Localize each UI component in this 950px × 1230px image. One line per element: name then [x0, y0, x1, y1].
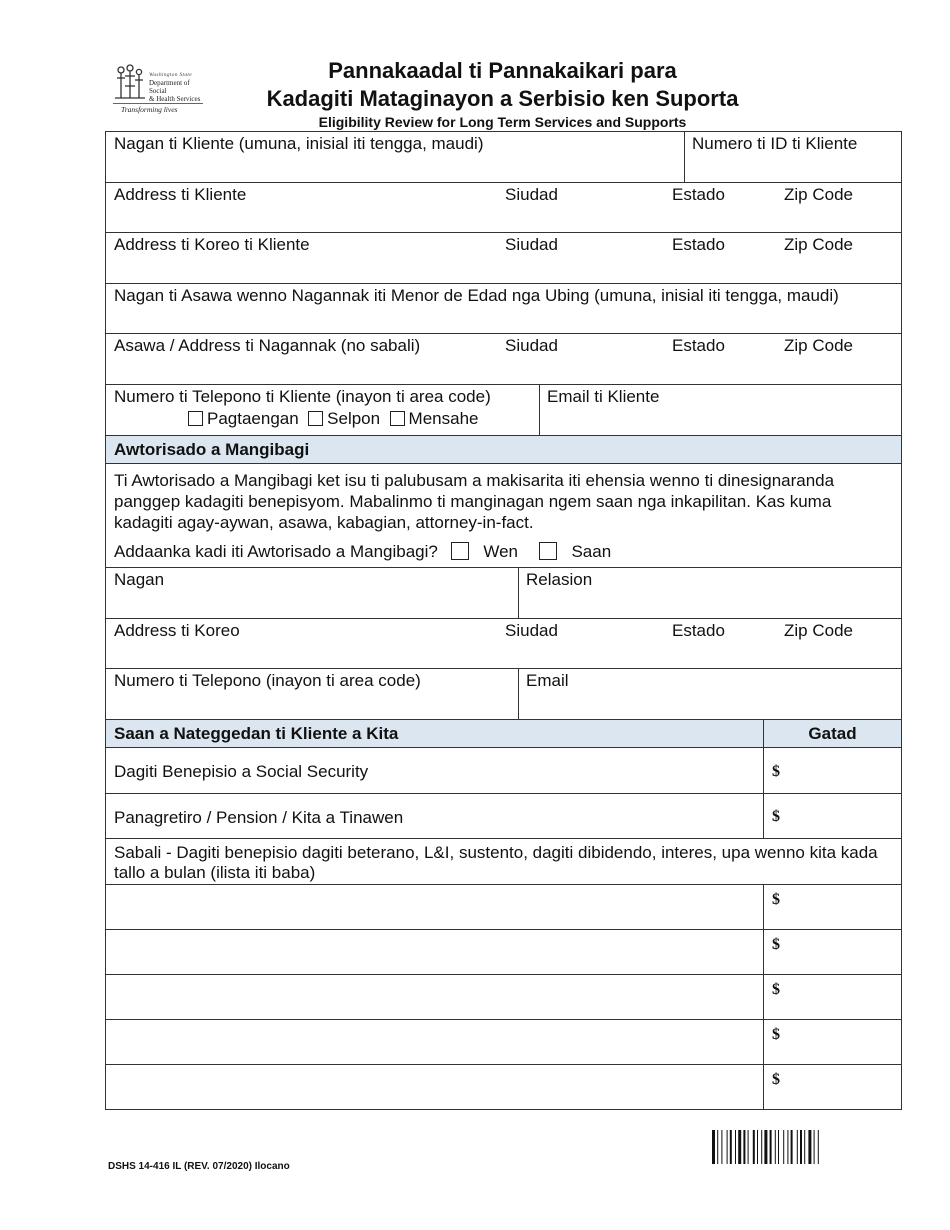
- other-income-amount-field[interactable]: [763, 975, 901, 1019]
- currency-symbol: $: [772, 1071, 780, 1088]
- representative-question: [114, 542, 611, 562]
- currency-symbol: $: [772, 808, 780, 825]
- eligibility-form: [105, 131, 902, 1110]
- social-security-amount-field[interactable]: [763, 748, 901, 793]
- currency-symbol: $: [772, 891, 780, 908]
- other-income-amount-field[interactable]: [763, 1065, 901, 1109]
- pension-amount-field[interactable]: [763, 794, 901, 838]
- client-email-label: Email ti Kliente: [547, 387, 660, 406]
- no-label: Saan: [571, 542, 612, 561]
- other-income-label: Sabali - Dagiti benepisio dagiti beterano, L&I, sustento, dagiti dibidendo, interes, upa wenno kita kada tallo a bulan (ilista iti baba): [114, 843, 878, 882]
- state-label: Estado: [672, 336, 725, 355]
- currency-symbol: $: [772, 763, 780, 780]
- income-row-blank-1: [106, 885, 901, 930]
- representative-mailing-label: Address ti Koreo: [114, 621, 240, 640]
- city-label: Siudad: [505, 185, 558, 204]
- representative-mailing-row[interactable]: [106, 619, 901, 669]
- other-income-source-field[interactable]: [106, 885, 763, 929]
- currency-symbol: $: [772, 1026, 780, 1043]
- spouse-address-row[interactable]: [106, 334, 901, 385]
- client-id-field[interactable]: [684, 132, 901, 182]
- logo-tagline: Transforming lives: [121, 105, 178, 114]
- dshs-people-icon: [113, 64, 147, 100]
- client-phone-row: [106, 385, 901, 436]
- representative-description-row: [106, 464, 901, 568]
- representative-phone-label: Numero ti Telepono (inayon ti area code): [114, 671, 421, 690]
- checkbox-cell[interactable]: [308, 411, 323, 426]
- checkbox-message[interactable]: [390, 411, 405, 426]
- city-label: Siudad: [505, 235, 558, 254]
- representative-phone-field[interactable]: [106, 669, 518, 719]
- client-id-label: Numero ti ID ti Kliente: [692, 134, 858, 153]
- client-mailing-row[interactable]: [106, 233, 901, 284]
- zip-label: Zip Code: [784, 621, 853, 640]
- phone-type-cell: Selpon: [327, 409, 381, 428]
- logo-dept-line1: Department of Social: [149, 79, 190, 95]
- representative-name-row: [106, 568, 901, 619]
- client-name-label: Nagan ti Kliente (umuna, inisial iti tengga, maudi): [114, 134, 484, 153]
- state-label: Estado: [672, 235, 725, 254]
- form-title-line2: Kadagiti Mataginayon a Serbisio ken Suporta: [266, 86, 739, 111]
- checkbox-no[interactable]: [539, 542, 557, 560]
- representative-phone-row: [106, 669, 901, 720]
- income-heading: Saan a Nateggedan ti Kliente a Kita: [114, 724, 399, 743]
- currency-symbol: $: [772, 936, 780, 953]
- client-address-label: Address ti Kliente: [114, 185, 247, 204]
- zip-label: Zip Code: [784, 336, 853, 355]
- checkbox-yes[interactable]: [451, 542, 469, 560]
- yes-label: Wen: [483, 542, 518, 561]
- other-income-source-field[interactable]: [106, 975, 763, 1019]
- form-id: DSHS 14-416 IL (REV. 07/2020) Ilocano: [108, 1161, 290, 1172]
- form-subtitle: Eligibility Review for Long Term Services and Supports: [318, 114, 687, 130]
- social-security-label: Dagiti Benepisio a Social Security: [114, 762, 369, 781]
- city-label: Siudad: [505, 336, 558, 355]
- client-address-row[interactable]: [106, 183, 901, 233]
- client-phone-label: Numero ti Telepono ti Kliente (inayon ti area code): [114, 387, 491, 406]
- other-income-description-row: [106, 839, 901, 885]
- representative-heading: Awtorisado a Mangibagi: [114, 440, 310, 459]
- income-row-blank-2: [106, 930, 901, 975]
- other-income-amount-field[interactable]: [763, 1020, 901, 1064]
- representative-email-field[interactable]: [518, 669, 901, 719]
- representative-name-label: Nagan: [114, 570, 165, 589]
- income-heading-row: [106, 720, 901, 748]
- representative-email-label: Email: [526, 671, 569, 690]
- other-income-source-field[interactable]: [106, 930, 763, 974]
- pension-label: Panagretiro / Pension / Kita a Tinawen: [114, 808, 404, 827]
- spouse-name-label: Nagan ti Asawa wenno Nagannak iti Menor de Edad nga Ubing (umuna, inisial iti tengga, maudi): [114, 286, 839, 305]
- representative-relation-field[interactable]: [518, 568, 901, 618]
- logo-dept-line2: & Health Services: [149, 95, 201, 103]
- phone-type-message: Mensahe: [408, 409, 479, 428]
- representative-relation-label: Relasion: [526, 570, 593, 589]
- spouse-name-row[interactable]: [106, 284, 901, 334]
- logo-dept-text: [149, 79, 205, 103]
- phone-type-options: [188, 409, 478, 429]
- currency-symbol: $: [772, 981, 780, 998]
- amount-heading: Gatad: [808, 724, 857, 743]
- form-title-line1: Pannakaadal ti Pannakaikari para: [328, 58, 677, 83]
- client-name-row: [106, 132, 901, 183]
- other-income-amount-field[interactable]: [763, 930, 901, 974]
- checkbox-home[interactable]: [188, 411, 203, 426]
- city-label: Siudad: [505, 621, 558, 640]
- client-phone-field[interactable]: [106, 385, 539, 435]
- income-row-pension: [106, 794, 901, 839]
- representative-name-field[interactable]: [106, 568, 518, 618]
- income-row-blank-3: [106, 975, 901, 1020]
- zip-label: Zip Code: [784, 185, 853, 204]
- client-name-field[interactable]: [106, 132, 684, 182]
- logo-rule: [113, 103, 203, 104]
- client-email-field[interactable]: [539, 385, 901, 435]
- other-income-source-field[interactable]: [106, 1020, 763, 1064]
- representative-heading-row: [106, 436, 901, 464]
- phone-type-home: Pagtaengan: [207, 409, 299, 428]
- logo-state-text: Washington State: [149, 72, 192, 78]
- state-label: Estado: [672, 621, 725, 640]
- client-mailing-label: Address ti Koreo ti Kliente: [114, 235, 310, 254]
- state-label: Estado: [672, 185, 725, 204]
- income-row-blank-5: [106, 1065, 901, 1110]
- income-row-blank-4: [106, 1020, 901, 1065]
- representative-description: Ti Awtorisado a Mangibagi ket isu ti palubusam a makisarita iti ehensia wenno ti dinesignaranda panggep kadagiti benepisyom. Mabalinmo ti manginagan ngem saan nga inkapilitan. Kas kuma kadagiti agay-aywan, asawa, kabagian, attorney-in-fact.: [114, 471, 835, 532]
- zip-label: Zip Code: [784, 235, 853, 254]
- dshs-logo: [113, 62, 205, 116]
- barcode-icon: [712, 1130, 886, 1164]
- other-income-amount-field[interactable]: [763, 885, 901, 929]
- representative-question-text: Addaanka kadi iti Awtorisado a Mangibagi?: [114, 542, 438, 561]
- income-row-social-security: [106, 748, 901, 794]
- other-income-source-field[interactable]: [106, 1065, 763, 1109]
- spouse-address-label: Asawa / Address ti Nagannak (no sabali): [114, 336, 421, 355]
